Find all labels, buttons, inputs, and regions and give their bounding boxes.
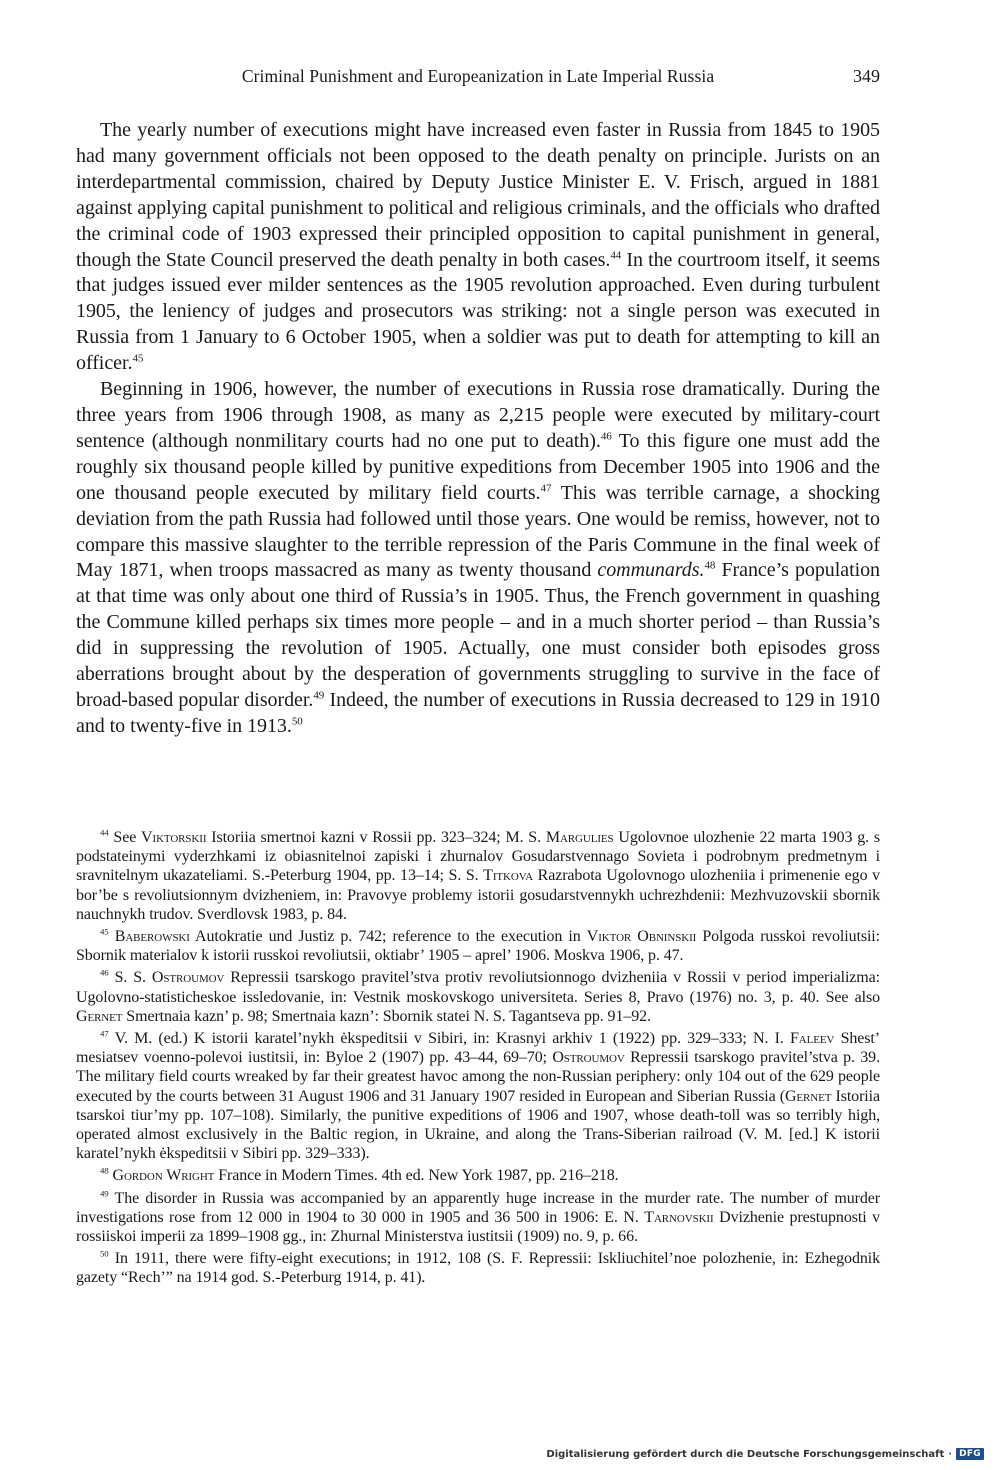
dfg-logo-icon: DFG: [956, 1448, 984, 1460]
text-run: Polgoda russkoi revoliutsii: Sbornik materialov k istorii russkoi revoliutsii, oktiabr’ 1905 – aprel’ 1906. Moskva 1906, p. 47.: [76, 928, 880, 965]
running-title: Criminal Punishment and Europeanization in Late Imperial Russia: [241, 66, 715, 86]
page-number: 349: [853, 66, 880, 86]
paragraph-2: [76, 377, 880, 740]
text-run: Indeed, the number of executions in Russia decreased to 129 in 1910 and to twenty-five in 1913.: [76, 688, 880, 737]
text-run: In 1911, there were fifty-eight executions; in 1912, 108 (S. F. Repressii: Iskliuchitel’noe polozhenie, in: Ezhegodnik gazety “Rech’” na 1914 god. S.-Peterburg 1914, p. 41).: [76, 1250, 880, 1287]
digitization-credit: [546, 1448, 984, 1460]
text-run: Autokratie und Justiz p. 742; reference to the execution in: [189, 928, 587, 946]
author-name: Viktorskii: [141, 829, 207, 846]
text-run: Dvizhenie prestupnosti v rossiiskoi imperii za 1899–1908 gg., in: Zhurnal Ministerstva iustitsii (1909) no. 9, p. 66.: [76, 1208, 880, 1246]
author-name: Tarnovskii: [644, 1208, 714, 1226]
footnote-number: 44: [100, 827, 109, 838]
author-name: Ostroumov: [552, 1049, 625, 1067]
footnote-number: 45: [100, 926, 109, 937]
text-run: Razrabota Ugolovnogo ulozheniia i primenenie ego v bor’be s revoliutsionnym dvizheniem, in: Pravovye problemy istorii gosudarstvennykh uchrezhdenii: Mezhvuzovskii sbornik nauchnykh trudov. Sverdlovsk 1983, p. 84.: [76, 867, 880, 923]
text-run: The disorder in Russia was accompanied by an apparently huge increase in the murder rate. The number of murder investigations rose from 12 000 in 1904 to 30 000 in 1905 and 36 500 in 1906: E. N.: [76, 1189, 880, 1226]
footnote-ref-47: 47: [540, 482, 552, 495]
author-name: Margulies: [545, 829, 614, 846]
author-name: Gernet: [784, 1087, 832, 1105]
text-run: V. M. (ed.) K istorii karatel’nykh ėkspeditsii v Sibiri, in: Krasnyi arkhiv 1 (1922) pp. 329–333; N. I.: [108, 1030, 790, 1048]
text-run: See: [108, 829, 142, 846]
footnote-50: [76, 1249, 880, 1287]
text-run: France’s population at that time was only about one third of Russia’s in 1905. Thus, the French government in quashing the Commune killed perhaps six times more people – and in a much shorter period – than Russia’s did in suppressing the revolution of 1905. Actually, one must consider both episodes gross aberrations brought about by the desperation of governments struggling to survive in the face of broad-based popular disorder.: [76, 559, 880, 711]
footnote-number: 50: [100, 1248, 109, 1259]
footnote-number: 49: [100, 1188, 109, 1199]
paragraph-1: [76, 118, 880, 377]
author-name: Faleev: [789, 1030, 835, 1048]
text-run: Istoriia tsarskoi tiur’my pp. 107–108). Similarly, the punitive expeditions of 1906 and 1907, whose death-toll was so terribly high, operated almost exclusively in the Baltic region, in Ukraine, and along the Trans-Siberian railroad (V. M. [ed.] K istorii karatel’nykh ėkspeditsii v Sibiri pp. 329–333).: [76, 1087, 881, 1163]
footnote-46: [76, 968, 880, 1026]
text-run: In the courtroom itself, it seems that judges issued ever milder sentences as the 1905 revolution approached. Even during turbulent 1905, the leniency of judges and prosecutors was striking: not a single person was executed in Russia from 1 January to 6 October 1905, when a soldier was put to death for attempting to kill an officer.: [76, 248, 880, 375]
credit-text: Digitalisierung gefördert durch die Deutsche Forschungsgemeinschaft: [546, 1448, 945, 1460]
text-run: To this figure one must add the roughly six thousand people killed by punitive expeditions from December 1905 into 1906 and the one thousand people executed by military field courts.: [76, 429, 881, 504]
text-run: Smertnaia kazn’ p. 98; Smertnaia kazn’: Sbornik statei N. S. Tagantseva pp. 91–92.: [122, 1007, 651, 1025]
running-head: [76, 66, 880, 90]
italic-term: communards.: [597, 559, 705, 582]
text-run: Repressii tsarskogo pravitel’stva p. 39. The military field courts wreaked by far their greatest havoc among the non-Russian periphery: only 104 out of the 629 people executed by the courts between 31 August 1906 and 31 January 1907 resided in European and Siberian Russia (: [76, 1049, 880, 1105]
author-name: Gernet: [76, 1007, 123, 1025]
text-run: This was terrible carnage, a shocking deviation from the path Russia had followed until those years. One would be remiss, however, not to compare this massive slaughter to the terrible repression of the Paris Commune in the final week of May 1871, when troops massacred as many as twenty thousand: [76, 481, 880, 582]
footnote-44: [76, 828, 880, 924]
footnote-ref-46: 46: [600, 430, 612, 443]
footnote-number: 46: [100, 968, 109, 979]
body-text: [76, 118, 880, 740]
footnote-47: [76, 1029, 880, 1163]
text-run: Ugolovnoe ulozhenie 22 marta 1903 g. s podstateinymi vyderzhkami iz obiasnitelnoi zapiski i zhurnalov Gosudarstvennago Sovieta i podrobnym predmetnym i sravnitelnym ukazateliami. S.-Peterburg 1904, pp. 13–14; S. S.: [76, 829, 881, 885]
text-run: Shest’ mesiatsev voenno-polevoi iustitsii, in: Byloe 2 (1907) pp. 43–44, 69–70;: [76, 1030, 880, 1067]
text-run: S. S.: [108, 969, 152, 987]
footnote-number: 48: [100, 1166, 109, 1177]
author-name: Titkova: [483, 867, 533, 885]
text-run: France in Modern Times. 4th ed. New York 1987, pp. 216–218.: [214, 1167, 619, 1185]
author-name: Gordon Wright: [112, 1167, 215, 1185]
author-name: Ostroumov: [151, 969, 225, 987]
footnote-48: [76, 1166, 880, 1185]
footnote-49: [76, 1189, 880, 1247]
footnote-ref-49: 49: [313, 689, 325, 702]
footnote-ref-44: 44: [610, 248, 622, 261]
text-run: Repressii tsarskogo pravitel’stva protiv revoliutsionnogo dvizheniia v Rossii v period imperializma: Ugolovno-statisticheskoe issledovanie, in: Vestnik moskovskogo universiteta. Series 8, Pravo (1976) no. 3, p. 40. See also: [76, 969, 880, 1006]
credit-separator: ·: [948, 1448, 953, 1460]
text-run: Istoriia smertnoi kazni v Rossii pp. 323–324; M. S.: [206, 829, 546, 846]
text-run: Beginning in 1906, however, the number of executions in Russia rose dramatically. During the three years from 1906 through 1908, as many as 2,215 people were executed by military-court sentence (although nonmilitary courts had no one put to death).: [76, 378, 880, 452]
text-run: The yearly number of executions might have increased even faster in Russia from 1845 to 1905 had many government officials not been opposed to the death penalty on principle. Jurists on an interdepartmental commission, chaired by Deputy Justice Minister E. V. Frisch, argued in 1881 against applying capital punishment to political and religious criminals, and the officials who drafted the criminal code of 1903 expressed their principled opposition to capital punishment in general, though the State Council preserved the death penalty in both cases.: [76, 119, 880, 271]
footnote-ref-48: 48: [704, 559, 716, 572]
footnote-ref-45: 45: [132, 352, 144, 365]
footnotes: [76, 828, 880, 1291]
author-name: Baberowski: [114, 928, 190, 946]
footnote-45: [76, 927, 880, 965]
footnote-number: 47: [100, 1028, 109, 1039]
footnote-ref-50: 50: [291, 715, 303, 728]
author-name: Viktor Obninskii: [586, 928, 697, 946]
